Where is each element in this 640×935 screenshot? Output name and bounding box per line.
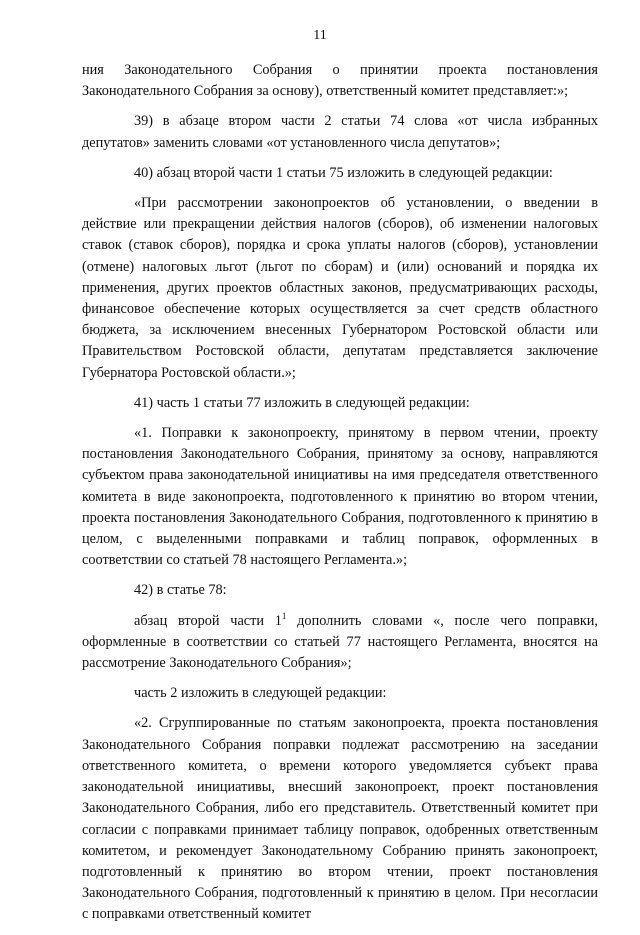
- paragraph-quote-article-75: «При рассмотрении законопроектов об установлении, о введении в действие или прекращении действия налогов (сборов), об изменении налоговых ставок (ставок сборов), порядка и срока уплаты налогов (сборов), установлении (отмене) налоговых льгот (льгот по сборам) и (или) оснований и порядка их применения, других проектов областных законов, предусматривающих расходы, финансовое обеспечение которых осуществляется за счет средств областного бюджета, за исключением внесенных Губернатором Ростовской области или Правительством Ростовской области, депутатам представляется заключение Губернатора Ростовской области.»;: [82, 195, 598, 381]
- paragraph-article-78-part-1: [82, 611, 598, 675]
- paragraph-text-start: абзац второй части 1: [134, 612, 282, 629]
- paragraph-text-end: дополнить словами «, после чего поправки, оформленные в соответствии со статьей 77 настоящего Регламента, вносятся на рассмотрение Законодательного Собрания»;: [82, 612, 598, 672]
- paragraph-item-40: 40) абзац второй части 1 статьи 75 изложить в следующей редакции:: [134, 164, 553, 181]
- superscript-index: 1: [281, 610, 287, 621]
- document-body: [82, 60, 598, 935]
- paragraph-item-39: 39) в абзаце втором части 2 статьи 74 слова «от числа избранных депутатов» заменить словами «от установленного числа депутатов»;: [82, 113, 598, 151]
- paragraph-article-78-part-2: часть 2 изложить в следующей редакции:: [134, 685, 387, 702]
- paragraph-quote-article-77: «1. Поправки к законопроекту, принятому в первом чтении, проекту постановления Законодательного Собрания, принятому за основу, направляются субъектом права законодательной инициативы на имя председателя ответственного комитета в виде законопроекта, подготовленного к принятию во втором чтении, проекта постановления Законодательного Собрания, подготовленного к принятию в целом, с выделенными поправками и таблиц поправок, оформленных в соответствии со статьей 78 настоящего Регламента.»;: [82, 425, 598, 569]
- paragraph-continuation: ния Законодательного Собрания о принятии проекта постановления Законодательного Собрания за основу), ответственный комитет представляет:»;: [82, 62, 598, 100]
- paragraph-item-42: 42) в статье 78:: [134, 582, 227, 599]
- page-number: 11: [313, 28, 327, 43]
- paragraph-quote-article-78: «2. Сгруппированные по статьям законопроекта, проекта постановления Законодательного Собрания поправки подлежат рассмотрению на заседании ответственного комитета, о времени которого уведомляется субъект права законодательной инициативы, внесший законопроект, проект постановления Законодательного Собрания, либо его представитель. Ответственный комитет при согласии с поправками принимает таблицу поправок, одобренных ответственным комитетом, и рекомендует Законодательному Собранию принять законопроект, подготовленный к принятию во втором чтении, проект постановления Законодательного Собрания, подготовленный к принятию в целом. При несогласии с поправками ответственный комитет: [82, 715, 598, 923]
- paragraph-item-41: 41) часть 1 статьи 77 изложить в следующей редакции:: [134, 394, 470, 411]
